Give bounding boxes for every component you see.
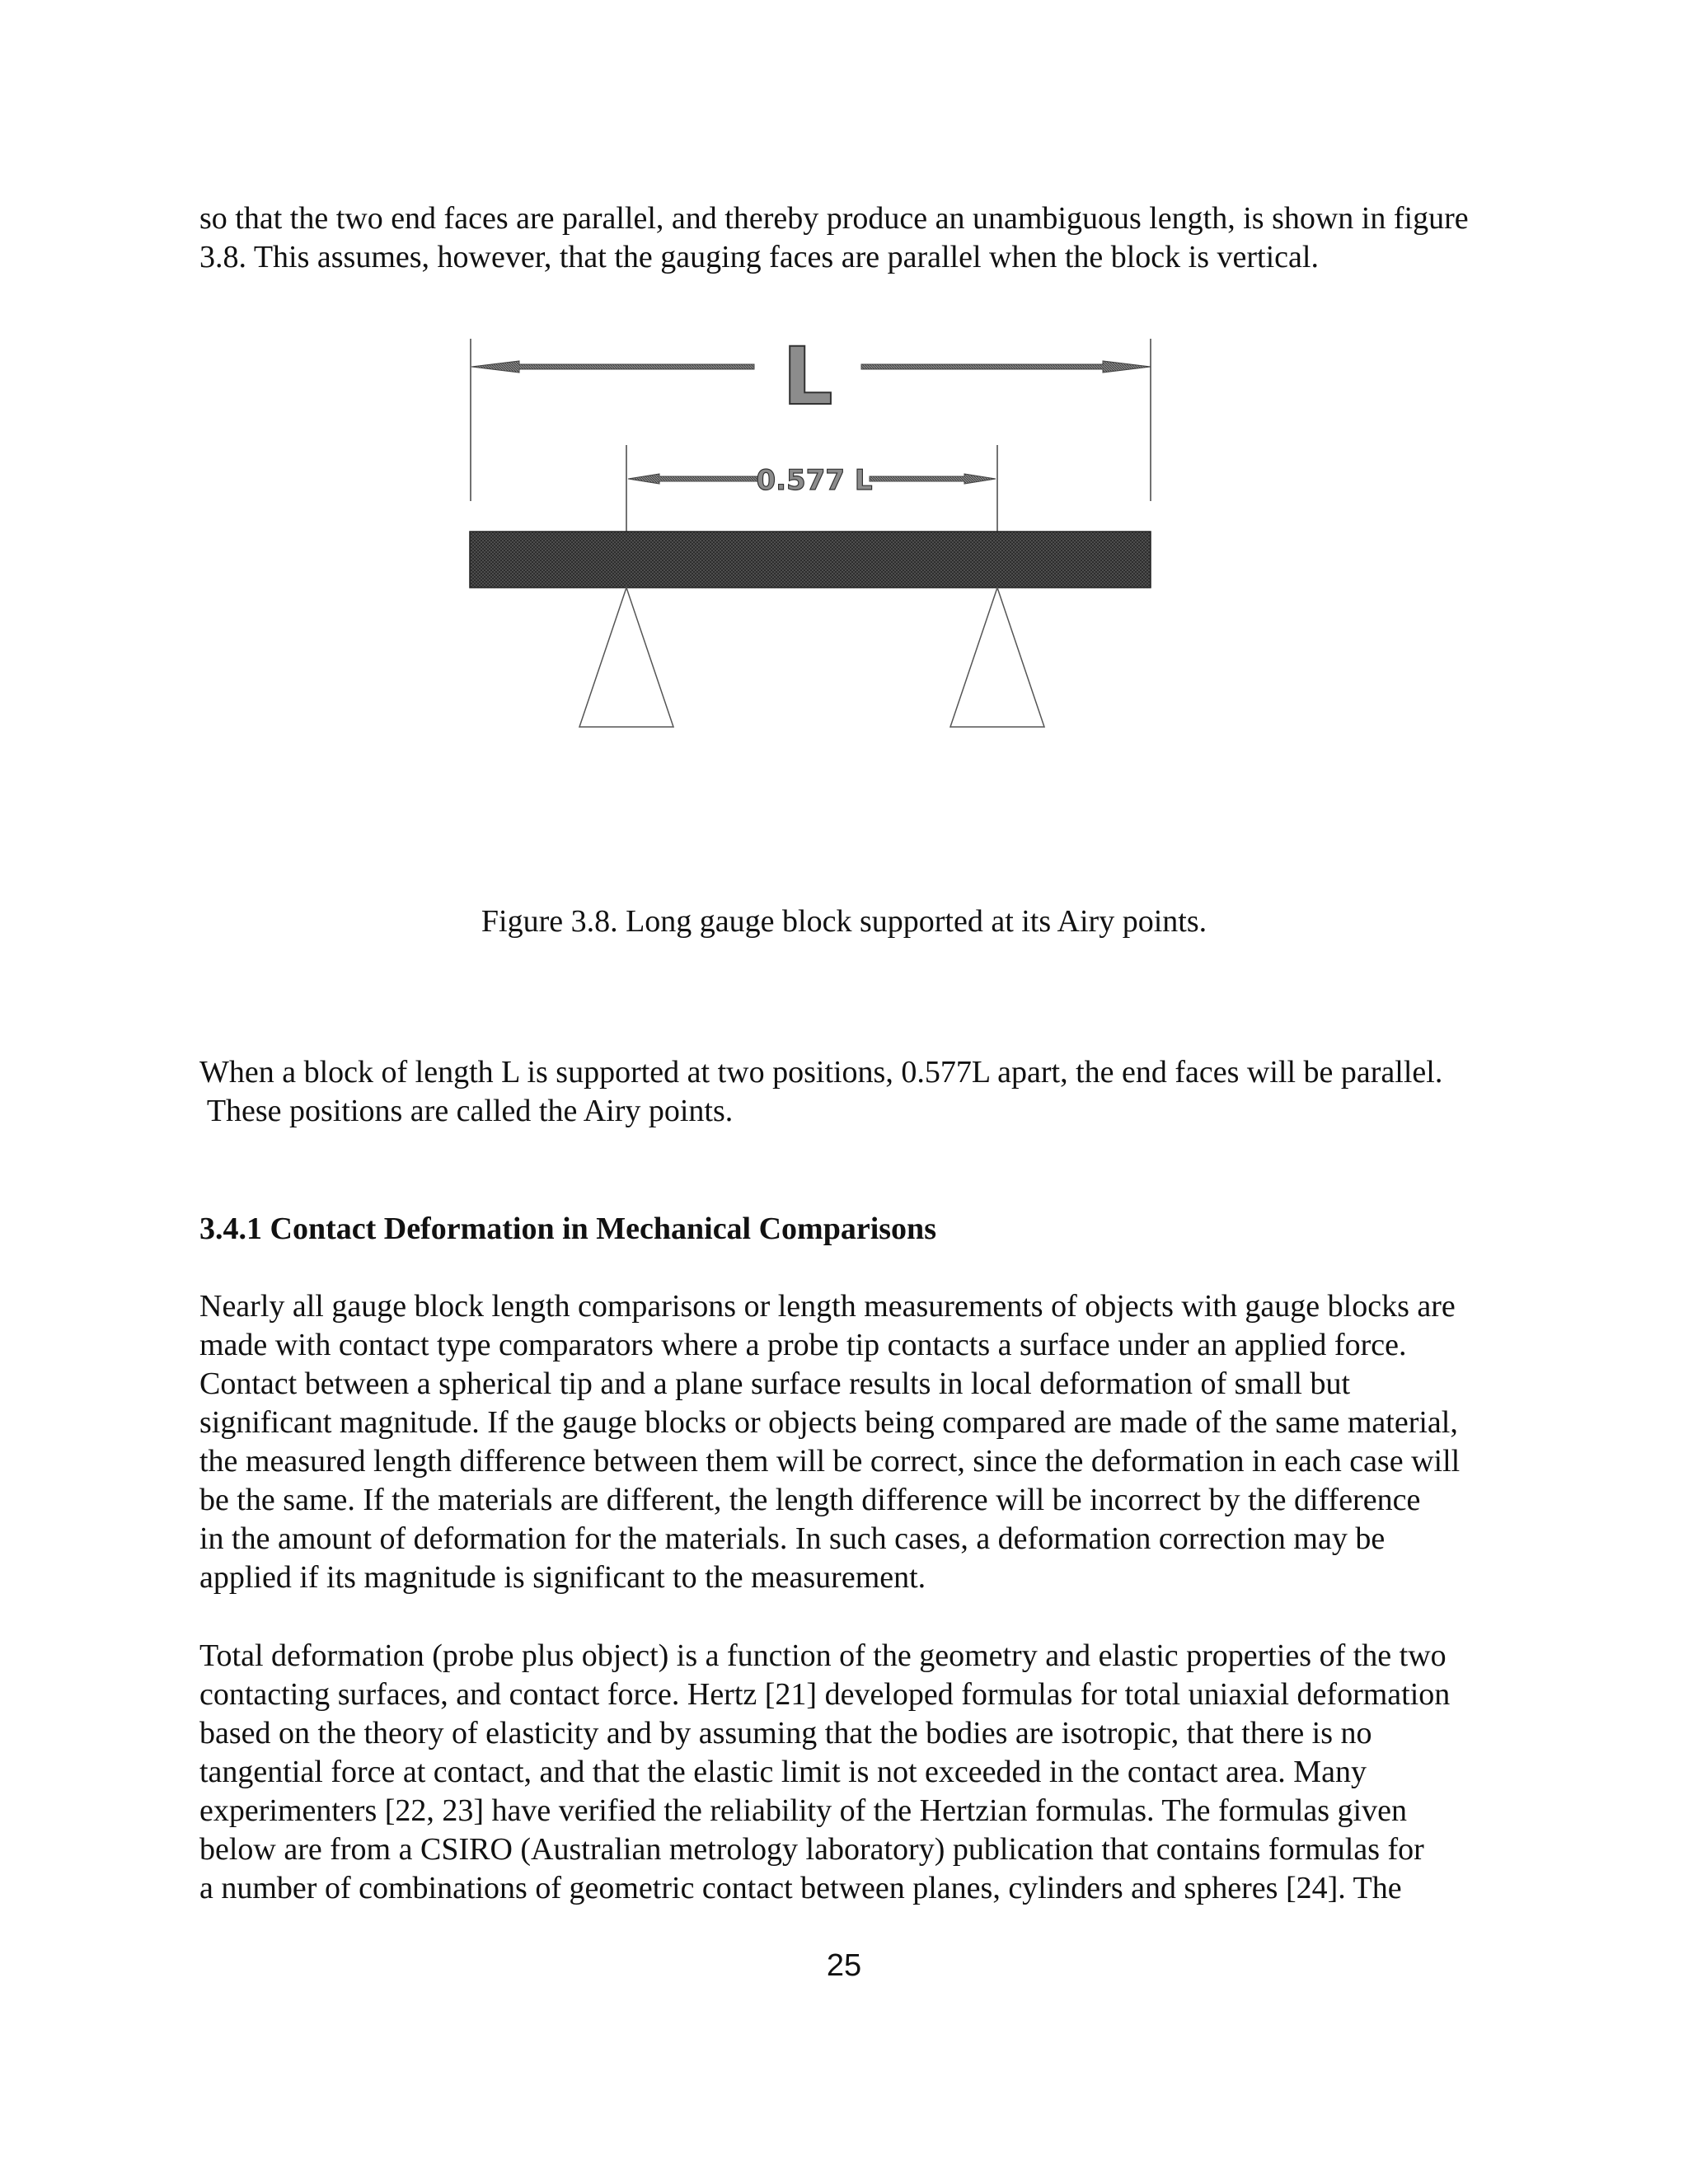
- airy-points-diagram: [462, 330, 1170, 742]
- contact-line-8: applied if its magnitude is significant to the measurement.: [199, 1560, 926, 1595]
- contact-line-3: Contact between a spherical tip and a plane surface results in local deformation of small but: [199, 1366, 1351, 1401]
- airy-line-2: These positions are called the Airy points.: [199, 1094, 734, 1128]
- contact-line-5: the measured length difference between them will be correct, since the deformation in each case will: [199, 1444, 1461, 1479]
- length-label: L: [782, 330, 833, 423]
- section-heading: 3.4.1 Contact Deformation in Mechanical Comparisons: [199, 1212, 936, 1246]
- airy-paragraph: [199, 1053, 1495, 1131]
- airy-arrow-right: [870, 474, 996, 484]
- airy-line-1: When a block of length L is supported at two positions, 0.577L apart, the end faces will be parallel.: [199, 1055, 1443, 1090]
- airy-distance-label: 0.577 L: [756, 464, 873, 497]
- contact-paragraph: [199, 1287, 1495, 1597]
- hertz-line-7: a number of combinations of geometric contact between planes, cylinders and spheres [24]. The: [199, 1871, 1402, 1905]
- hertz-line-4: tangential force at contact, and that the elastic limit is not exceeded in the contact area. Many: [199, 1755, 1367, 1789]
- contact-line-2: made with contact type comparators where a probe tip contacts a surface under an applied force.: [199, 1328, 1407, 1362]
- gauge-block: [470, 532, 1151, 588]
- hertz-line-2: contacting surfaces, and contact force. Hertz [21] developed formulas for total uniaxial deformation: [199, 1677, 1451, 1712]
- airy-points-figure: [462, 330, 1170, 742]
- hertz-line-6: below are from a CSIRO (Australian metrology laboratory) publication that contains formulas for: [199, 1832, 1424, 1867]
- hertz-paragraph: [199, 1637, 1495, 1908]
- contact-line-6: be the same. If the materials are different, the length difference will be incorrect by the difference: [199, 1483, 1421, 1517]
- contact-line-4: significant magnitude. If the gauge blocks or objects being compared are made of the same material,: [199, 1405, 1458, 1440]
- right-support: [950, 588, 1044, 727]
- left-support: [579, 588, 673, 727]
- contact-line-1: Nearly all gauge block length comparisons or length measurements of objects with gauge blocks are: [199, 1289, 1456, 1324]
- intro-line-1: so that the two end faces are parallel, and thereby produce an unambiguous length, is shown in figure: [199, 201, 1469, 236]
- intro-line-2: 3.8. This assumes, however, that the gauging faces are parallel when the block is vertical.: [199, 240, 1319, 274]
- length-arrow-left: [471, 361, 754, 373]
- hertz-line-1: Total deformation (probe plus object) is a function of the geometry and elastic properties of the two: [199, 1638, 1447, 1673]
- airy-arrow-left: [628, 474, 760, 484]
- hertz-line-5: experimenters [22, 23] have verified the reliability of the Hertzian formulas. The formulas given: [199, 1793, 1407, 1828]
- intro-paragraph: [199, 199, 1495, 277]
- hertz-line-3: based on the theory of elasticity and by assuming that the bodies are isotropic, that there is no: [199, 1716, 1372, 1750]
- contact-line-7: in the amount of deformation for the materials. In such cases, a deformation correction may be: [199, 1521, 1386, 1556]
- page-number: 25: [826, 1948, 862, 1983]
- length-arrow-right: [861, 361, 1151, 373]
- figure-caption: Figure 3.8. Long gauge block supported at its Airy points.: [481, 904, 1207, 939]
